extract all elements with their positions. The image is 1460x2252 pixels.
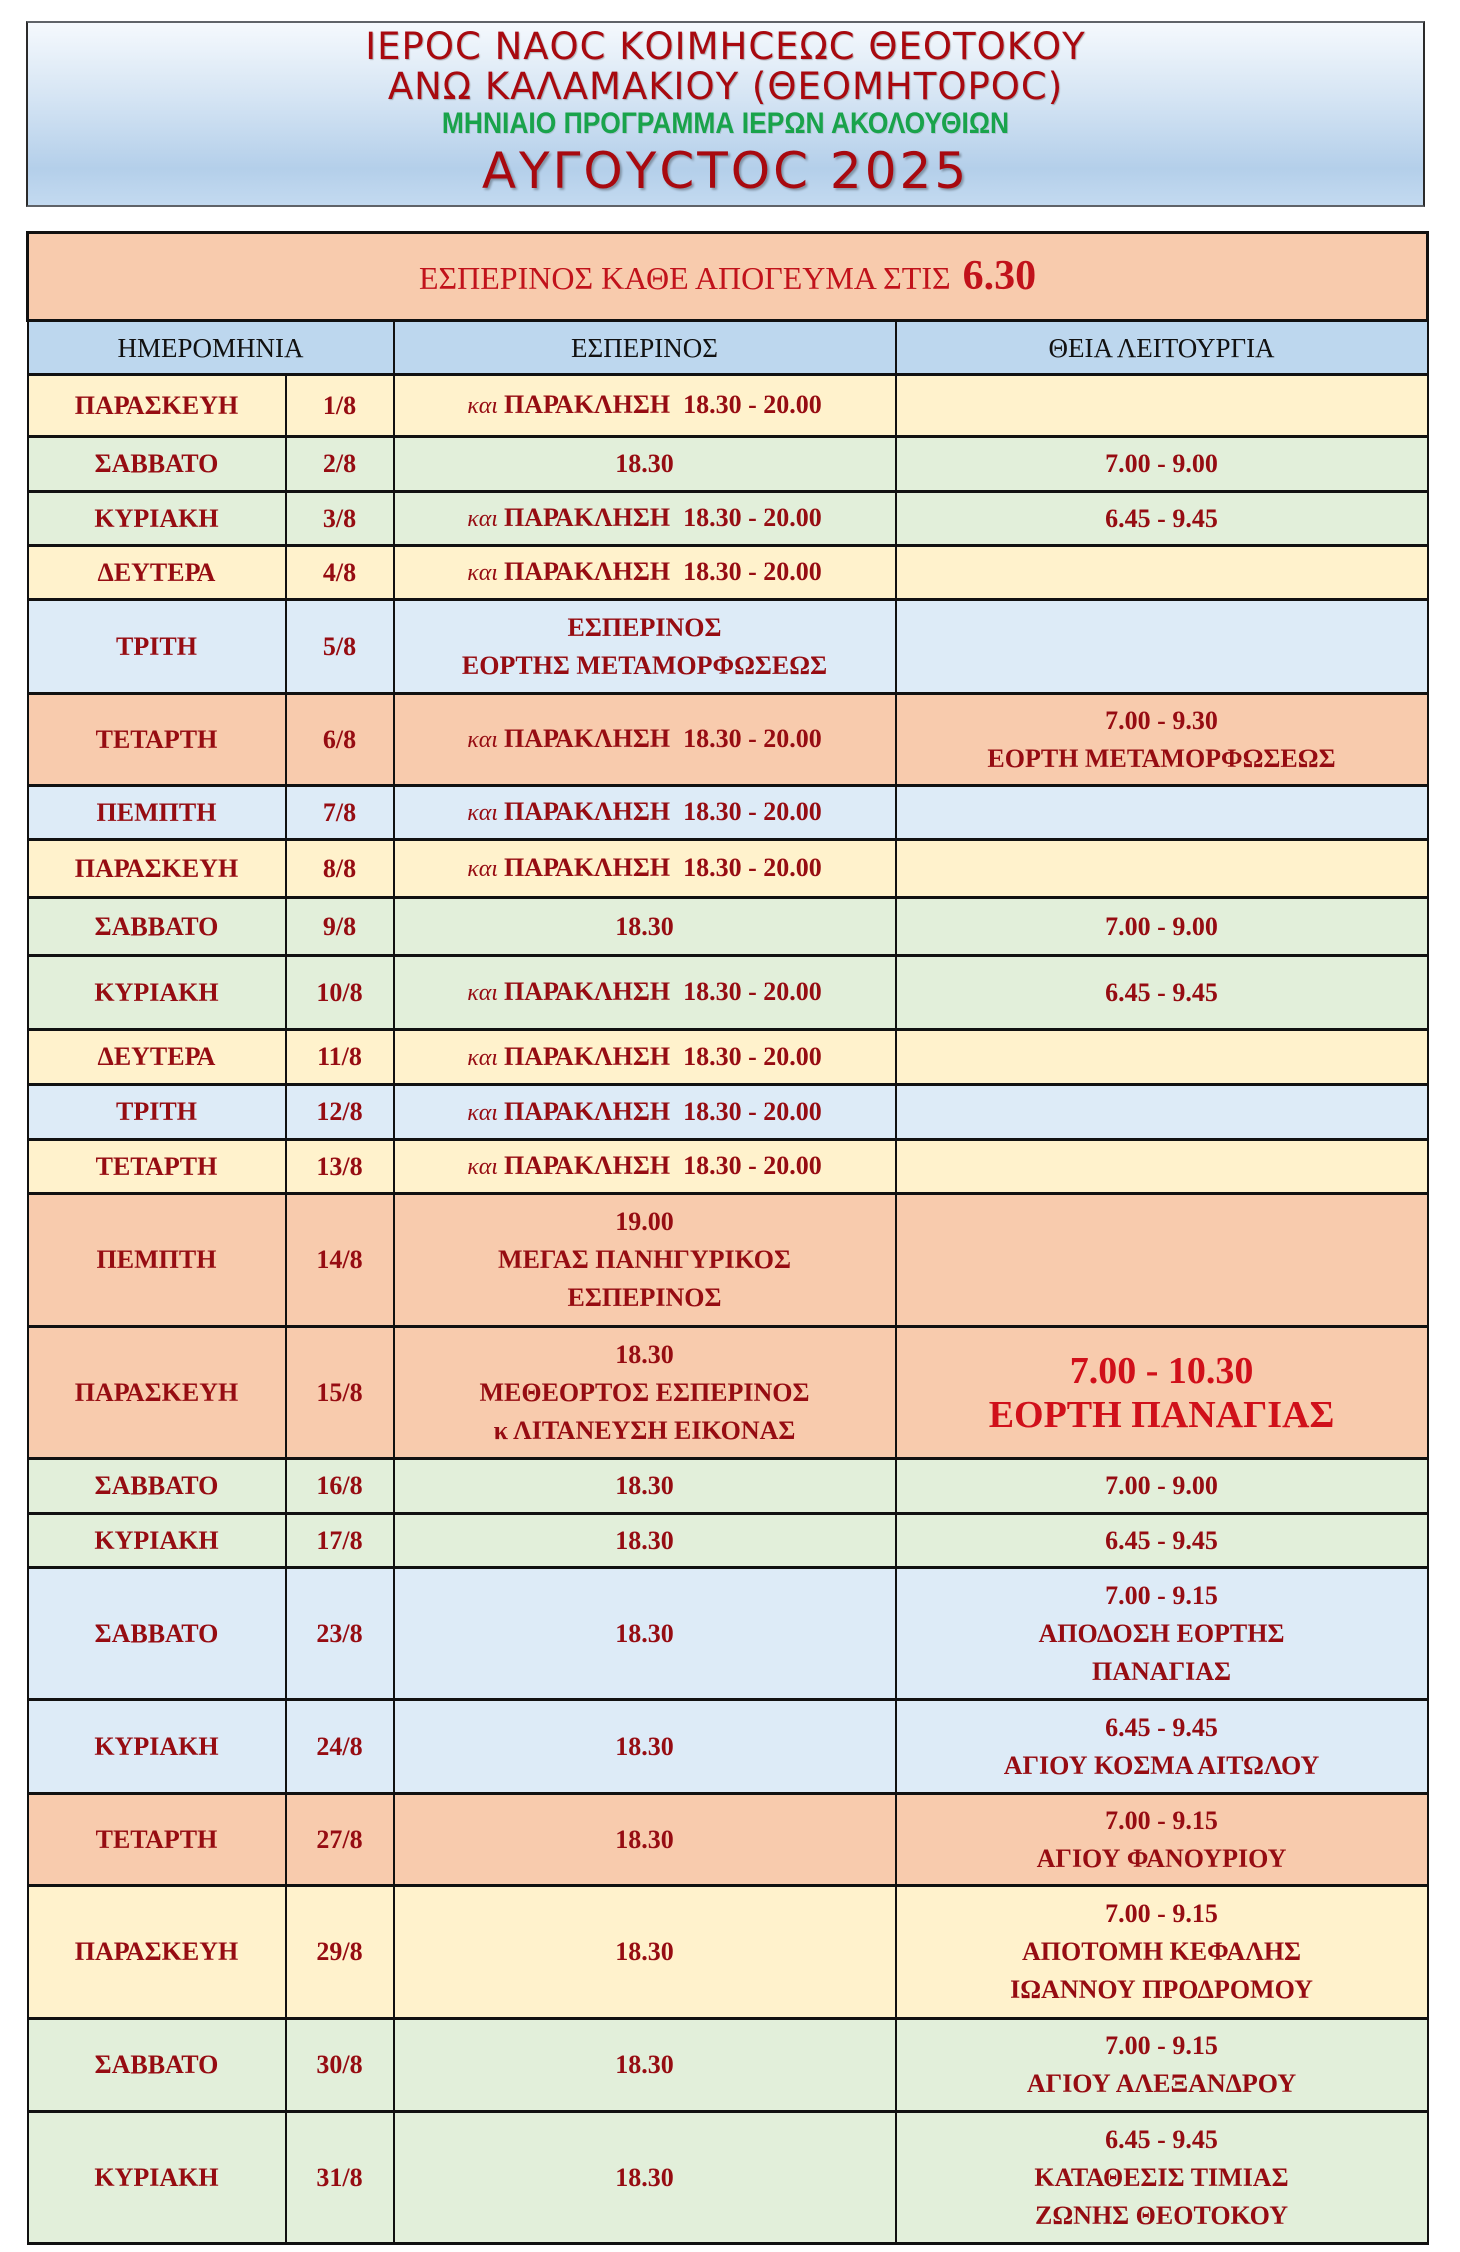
- notice-text: ΕΣΠΕΡΙΝΟΣ ΚΑΘΕ ΑΠΟΓΕΥΜΑ ΣΤΙΣ: [418, 259, 951, 296]
- liturgy-line: 7.00 - 9.15: [1105, 1580, 1218, 1610]
- paraklisi-text: ΠΑΡΑΚΛΗΣΗ 18.30 - 20.00: [503, 977, 822, 1006]
- liturgy-line: ΖΩΝΗΣ ΘΕΟΤΟΚΟΥ: [1035, 2200, 1288, 2230]
- vespers-line: 18.30: [615, 1525, 674, 1555]
- vespers-line: κ ΛΙΤΑΝΕΥΣΗ ΕΙΚΟΝΑΣ: [493, 1415, 796, 1445]
- kai-label: και: [467, 1044, 498, 1071]
- date-cell: 12/8: [286, 1085, 394, 1140]
- liturgy-line: 7.00 - 9.15: [1105, 2031, 1218, 2060]
- vespers-cell: [394, 437, 896, 492]
- schedule-row: [28, 1327, 1428, 1459]
- vespers-cell: [394, 840, 896, 898]
- schedule-row: [28, 1459, 1428, 1514]
- vespers-cell: [394, 786, 896, 840]
- schedule-row: [28, 898, 1428, 956]
- date-cell: 13/8: [286, 1140, 394, 1194]
- liturgy-line: 6.45 - 9.45: [1105, 977, 1218, 1007]
- liturgy-cell: [896, 600, 1428, 694]
- vespers-cell: [394, 1568, 896, 1700]
- vespers-line: 18.30: [615, 1618, 674, 1648]
- liturgy-cell: [896, 2019, 1428, 2112]
- kai-label: και: [467, 856, 498, 882]
- liturgy-cell: [896, 2112, 1428, 2244]
- paraklisi-text: ΠΑΡΑΚΛΗΣΗ 18.30 - 20.00: [503, 557, 822, 586]
- day-cell: ΣΑΒΒΑΤΟ: [28, 898, 286, 956]
- paraklisi-text: ΠΑΡΑΚΛΗΣΗ 18.30 - 20.00: [503, 724, 822, 753]
- kai-label: και: [467, 560, 498, 586]
- liturgy-cell: [896, 1794, 1428, 1886]
- day-cell: ΣΑΒΒΑΤΟ: [28, 437, 286, 492]
- notice-cell: [28, 233, 1428, 321]
- liturgy-cell: [896, 437, 1428, 492]
- vespers-line: 18.30: [615, 1731, 674, 1761]
- kai-label: και: [467, 1099, 498, 1126]
- vespers-cell: [394, 492, 896, 546]
- date-cell: 8/8: [286, 840, 394, 898]
- liturgy-line: ΑΠΟΔΟΣΗ ΕΟΡΤΗΣ: [1038, 1618, 1285, 1648]
- liturgy-cell: [896, 1886, 1428, 2019]
- vespers-cell: [394, 1700, 896, 1794]
- vespers-cell: [394, 898, 896, 956]
- day-cell: ΚΥΡΙΑΚΗ: [28, 1700, 286, 1794]
- schedule-row: [28, 1140, 1428, 1194]
- day-cell: ΠΑΡΑΣΚΕΥΗ: [28, 1327, 286, 1459]
- day-cell: ΚΥΡΙΑΚΗ: [28, 492, 286, 546]
- date-cell: 15/8: [286, 1327, 394, 1459]
- liturgy-line: 7.00 - 9.00: [1105, 449, 1218, 478]
- liturgy-line: 6.45 - 9.45: [1105, 503, 1218, 533]
- schedule-subtitle: ΜΗΝΙΑΙΟ ΠΡΟΓΡΑΜΜΑ ΙΕΡΩΝ ΑΚΟΛΟΥΘΙΩΝ: [441, 107, 1010, 140]
- date-cell: 24/8: [286, 1700, 394, 1794]
- date-cell: 27/8: [286, 1794, 394, 1886]
- liturgy-cell: [896, 1030, 1428, 1085]
- liturgy-line: 7.00 - 9.30: [1105, 705, 1218, 735]
- day-cell: ΚΥΡΙΑΚΗ: [28, 1514, 286, 1568]
- paraklisi-text: ΠΑΡΑΚΛΗΣΗ 18.30 - 20.00: [503, 503, 822, 532]
- vespers-cell: [394, 694, 896, 786]
- column-header-row: [28, 321, 1428, 375]
- schedule-row: [28, 1194, 1428, 1327]
- date-cell: 5/8: [286, 600, 394, 694]
- date-cell: 4/8: [286, 546, 394, 600]
- date-cell: 14/8: [286, 1194, 394, 1327]
- vespers-cell: [394, 1794, 896, 1886]
- schedule-table: [26, 231, 1429, 2245]
- vespers-cell: [394, 1459, 896, 1514]
- schedule-row: [28, 1886, 1428, 2019]
- column-header-liturgy: ΘΕΙΑ ΛΕΙΤΟΥΡΓΙΑ: [896, 321, 1428, 375]
- vespers-line: 18.30: [615, 1471, 674, 1500]
- vespers-cell: [394, 1514, 896, 1568]
- vespers-line: ΕΟΡΤΗΣ ΜΕΤΑΜΟΡΦΩΣΕΩΣ: [461, 650, 828, 680]
- church-name-line2: ΑΝΩ ΚΑΛΑΜΑΚΙΟΥ (ΘΕΟΜΗΤΟΡΟϹ): [387, 65, 1064, 108]
- day-cell: ΤΡΙΤΗ: [28, 600, 286, 694]
- day-cell: ΤΡΙΤΗ: [28, 1085, 286, 1140]
- date-cell: 3/8: [286, 492, 394, 546]
- paraklisi-text: ΠΑΡΑΚΛΗΣΗ 18.30 - 20.00: [503, 853, 822, 882]
- day-cell: ΔΕΥΤΕΡΑ: [28, 546, 286, 600]
- vespers-cell: [394, 1194, 896, 1327]
- date-cell: 9/8: [286, 898, 394, 956]
- date-cell: 31/8: [286, 2112, 394, 2244]
- day-cell: ΠΑΡΑΣΚΕΥΗ: [28, 375, 286, 437]
- date-cell: 11/8: [286, 1030, 394, 1085]
- paraklisi-text: ΠΑΡΑΚΛΗΣΗ 18.30 - 20.00: [503, 1096, 822, 1126]
- date-cell: 2/8: [286, 437, 394, 492]
- liturgy-line: ΚΑΤΑΘΕΣΙΣ ΤΙΜΙΑΣ: [1034, 2162, 1289, 2192]
- schedule-row: [28, 437, 1428, 492]
- column-header-date: ΗΜΕΡΟΜΗΝΙΑ: [28, 321, 394, 375]
- vespers-cell: [394, 1030, 896, 1085]
- vespers-line: 18.30: [615, 911, 674, 941]
- day-cell: ΔΕΥΤΕΡΑ: [28, 1030, 286, 1085]
- liturgy-cell: [896, 1459, 1428, 1514]
- vespers-cell: [394, 2112, 896, 2244]
- vespers-cell: [394, 1140, 896, 1194]
- liturgy-line: ΑΓΙΟΥ ΦΑΝΟΥΡΙΟΥ: [1036, 1843, 1287, 1873]
- paraklisi-text: ΠΑΡΑΚΛΗΣΗ 18.30 - 20.00: [503, 1041, 822, 1071]
- schedule-row: [28, 375, 1428, 437]
- paraklisi-text: ΠΑΡΑΚΛΗΣΗ 18.30 - 20.00: [503, 1151, 822, 1180]
- vespers-cell: [394, 1327, 896, 1459]
- liturgy-line: ΠΑΝΑΓΙΑΣ: [1092, 1656, 1232, 1686]
- liturgy-cell: [896, 492, 1428, 546]
- schedule-row: [28, 492, 1428, 546]
- schedule-row: [28, 840, 1428, 898]
- vespers-line: 18.30: [615, 1937, 674, 1966]
- liturgy-line: 7.00 - 9.15: [1105, 1805, 1218, 1835]
- schedule-row: [28, 600, 1428, 694]
- date-cell: 16/8: [286, 1459, 394, 1514]
- liturgy-line: 7.00 - 10.30: [1069, 1349, 1254, 1392]
- liturgy-line: 7.00 - 9.00: [1105, 911, 1218, 941]
- notice-time: 6.30: [962, 252, 1037, 299]
- liturgy-line: 6.45 - 9.45: [1105, 2124, 1218, 2154]
- header-banner: [26, 21, 1425, 207]
- schedule-row: [28, 1700, 1428, 1794]
- liturgy-cell: [896, 694, 1428, 786]
- kai-label: και: [467, 393, 498, 419]
- vespers-cell: [394, 956, 896, 1030]
- date-cell: 10/8: [286, 956, 394, 1030]
- date-cell: 17/8: [286, 1514, 394, 1568]
- liturgy-line: 7.00 - 9.15: [1105, 1899, 1218, 1928]
- day-cell: ΤΕΤΑΡΤΗ: [28, 1140, 286, 1194]
- day-cell: ΣΑΒΒΑΤΟ: [28, 2019, 286, 2112]
- liturgy-line: ΕΟΡΤΗ ΜΕΤΑΜΟΡΦΩΣΕΩΣ: [987, 743, 1336, 773]
- liturgy-line: 6.45 - 9.45: [1105, 1712, 1218, 1742]
- liturgy-cell: [896, 375, 1428, 437]
- column-header-vespers: ΕΣΠΕΡΙΝΟΣ: [394, 321, 896, 375]
- schedule-row: [28, 1794, 1428, 1886]
- liturgy-cell: [896, 1327, 1428, 1459]
- day-cell: ΤΕΤΑΡΤΗ: [28, 694, 286, 786]
- schedule-row: [28, 786, 1428, 840]
- vespers-cell: [394, 1085, 896, 1140]
- vespers-cell: [394, 375, 896, 437]
- vespers-line: 18.30: [615, 1339, 674, 1369]
- vespers-cell: [394, 600, 896, 694]
- vespers-cell: [394, 2019, 896, 2112]
- vespers-line: 19.00: [615, 1207, 674, 1236]
- liturgy-cell: [896, 1700, 1428, 1794]
- day-cell: ΠΑΡΑΣΚΕΥΗ: [28, 1886, 286, 2019]
- liturgy-cell: [896, 1514, 1428, 1568]
- kai-label: και: [467, 800, 498, 826]
- schedule-row: [28, 956, 1428, 1030]
- liturgy-line: ΕΟΡΤΗ ΠΑΝΑΓΙΑΣ: [988, 1393, 1335, 1436]
- notice-row: [28, 233, 1428, 321]
- liturgy-line: 6.45 - 9.45: [1105, 1525, 1218, 1555]
- liturgy-cell: [896, 546, 1428, 600]
- liturgy-line: 7.00 - 9.00: [1105, 1471, 1218, 1500]
- schedule-row: [28, 1030, 1428, 1085]
- vespers-line: ΕΣΠΕΡΙΝΟΣ: [567, 1283, 722, 1312]
- schedule-row: [28, 2019, 1428, 2112]
- schedule-row: [28, 694, 1428, 786]
- liturgy-cell: [896, 1568, 1428, 1700]
- vespers-line: 18.30: [615, 1824, 674, 1854]
- day-cell: ΠΑΡΑΣΚΕΥΗ: [28, 840, 286, 898]
- vespers-cell: [394, 546, 896, 600]
- church-name-line1: ΙΕΡΟϹ ΝΑΟϹ ΚΟΙΜΗϹΕΩϹ ΘΕΟΤΟΚΟΥ: [365, 25, 1086, 68]
- vespers-line: ΜΕΓΑΣ ΠΑΝΗΓΥΡΙΚΟΣ: [498, 1245, 791, 1274]
- date-cell: 1/8: [286, 375, 394, 437]
- liturgy-line: ΑΠΟΤΟΜΗ ΚΕΦΑΛΗΣ: [1021, 1937, 1302, 1966]
- kai-label: και: [467, 980, 498, 1006]
- liturgy-line: ΑΓΙΟΥ ΚΟΣΜΑ ΑΙΤΩΛΟΥ: [1003, 1750, 1320, 1780]
- liturgy-cell: [896, 1085, 1428, 1140]
- liturgy-cell: [896, 956, 1428, 1030]
- month-title: ΑΥΓΟΥϹΤΟϹ 2025: [481, 142, 970, 200]
- date-cell: 6/8: [286, 694, 394, 786]
- schedule-row: [28, 1085, 1428, 1140]
- day-cell: ΣΑΒΒΑΤΟ: [28, 1459, 286, 1514]
- liturgy-cell: [896, 898, 1428, 956]
- paraklisi-text: ΠΑΡΑΚΛΗΣΗ 18.30 - 20.00: [503, 390, 822, 419]
- vespers-cell: [394, 1886, 896, 2019]
- liturgy-cell: [896, 786, 1428, 840]
- schedule-row: [28, 546, 1428, 600]
- liturgy-cell: [896, 840, 1428, 898]
- vespers-line: ΕΣΠΕΡΙΝΟΣ: [567, 612, 722, 642]
- date-cell: 7/8: [286, 786, 394, 840]
- kai-label: και: [467, 1154, 498, 1180]
- kai-label: και: [467, 727, 498, 753]
- vespers-line: 18.30: [615, 449, 674, 478]
- date-cell: 29/8: [286, 1886, 394, 2019]
- schedule-row: [28, 1568, 1428, 1700]
- date-cell: 30/8: [286, 2019, 394, 2112]
- day-cell: ΚΥΡΙΑΚΗ: [28, 2112, 286, 2244]
- day-cell: ΚΥΡΙΑΚΗ: [28, 956, 286, 1030]
- day-cell: ΤΕΤΑΡΤΗ: [28, 1794, 286, 1886]
- liturgy-line: ΙΩΑΝΝΟΥ ΠΡΟΔΡΟΜΟΥ: [1010, 1975, 1313, 2004]
- vespers-line: ΜΕΘΕΟΡΤΟΣ ΕΣΠΕΡΙΝΟΣ: [479, 1377, 810, 1407]
- schedule-row: [28, 2112, 1428, 2244]
- liturgy-cell: [896, 1194, 1428, 1327]
- schedule-row: [28, 1514, 1428, 1568]
- paraklisi-text: ΠΑΡΑΚΛΗΣΗ 18.30 - 20.00: [503, 797, 822, 826]
- vespers-line: 18.30: [615, 2050, 674, 2079]
- day-cell: ΠΕΜΠΤΗ: [28, 786, 286, 840]
- liturgy-line: ΑΓΙΟΥ ΑΛΕΞΑΝΔΡΟΥ: [1026, 2069, 1297, 2098]
- kai-label: και: [467, 506, 498, 532]
- vespers-line: 18.30: [615, 2162, 674, 2192]
- liturgy-cell: [896, 1140, 1428, 1194]
- date-cell: 23/8: [286, 1568, 394, 1700]
- day-cell: ΣΑΒΒΑΤΟ: [28, 1568, 286, 1700]
- day-cell: ΠΕΜΠΤΗ: [28, 1194, 286, 1327]
